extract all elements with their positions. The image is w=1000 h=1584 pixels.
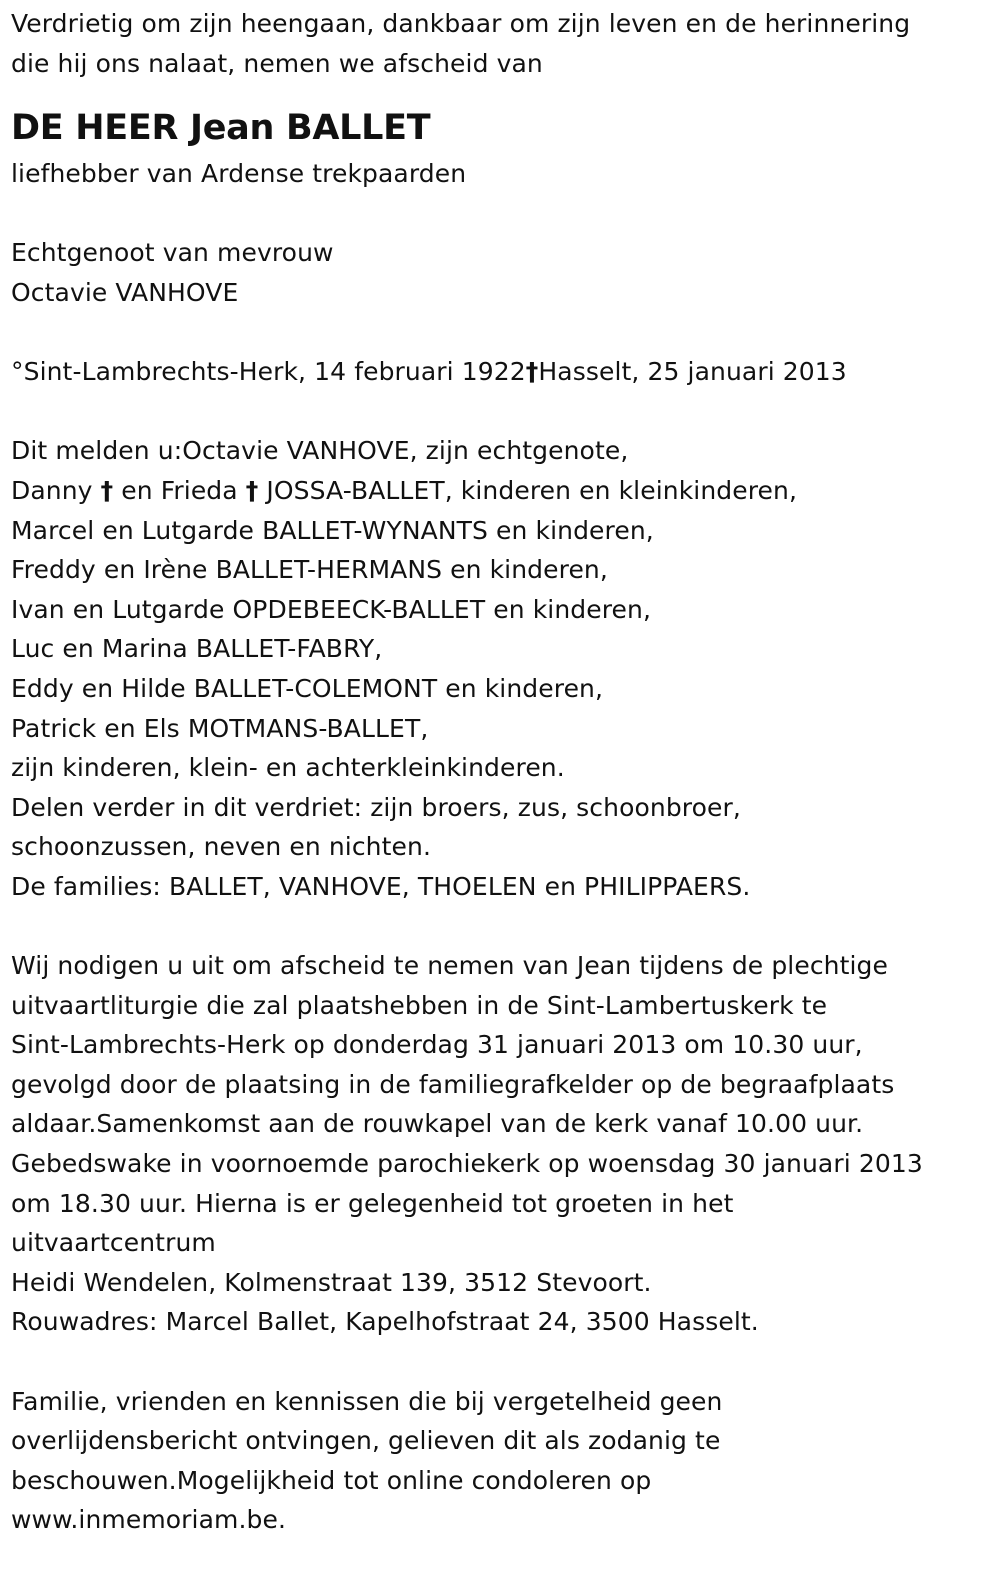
spouse-block [11,233,990,312]
ceremony-line: uitvaartliturgie die zal plaatshebben in de Sint-Lambertuskerk te [11,990,828,1020]
family-line: De families: BALLET, VANHOVE, THOELEN en PHILIPPAERS. [11,871,751,901]
deceased-name: DE HEER Jean BALLET [11,108,431,149]
family-line: Luc en Marina BALLET-FABRY, [11,634,383,664]
ceremony-line: Rouwadres: Marcel Ballet, Kapelhofstraat 24, 3500 Hasselt. [11,1307,759,1337]
intro-line: die hij ons nalaat, nemen we afscheid van [11,48,543,78]
closing-line: Familie, vrienden en kennissen die bij vergetelheid geen [11,1386,723,1416]
intro-text [11,4,990,83]
cross-icon: † [245,475,259,505]
intro-line: Verdrietig om zijn heengaan, dankbaar om zijn leven en de herinnering [11,9,911,38]
family-line: Dit melden u:Octavie VANHOVE, zijn echtgenote, [11,436,629,466]
family-block [11,431,990,906]
closing-line: overlijdensbericht ontvingen, gelieven dit als zodanig te [11,1426,721,1456]
spouse-line: Echtgenoot van mevrouw [11,238,334,268]
spacer [11,313,990,353]
life-dates [11,352,990,392]
spacer [11,392,990,432]
family-text: en Frieda [113,475,246,505]
family-line: Eddy en Hilde BALLET-COLEMONT en kinderen, [11,673,604,703]
ceremony-line: om 18.30 uur. Hierna is er gelegenheid tot groeten in het [11,1188,734,1218]
cross-icon: † [525,357,539,387]
family-text: JOSSA-BALLET, kinderen en kleinkinderen, [258,475,798,505]
spouse-line: Octavie VANHOVE [11,277,239,307]
ceremony-line: aldaar.Samenkomst aan de rouwkapel van de kerk vanaf 10.00 uur. [11,1109,864,1139]
spacer [11,1342,990,1382]
cross-icon: † [100,475,114,505]
ceremony-line: Gebedswake in voornoemde parochiekerk op woensdag 30 januari 2013 [11,1149,923,1179]
spacer [11,194,990,234]
ceremony-line: Heidi Wendelen, Kolmenstraat 139, 3512 Stevoort. [11,1267,652,1297]
family-line: Patrick en Els MOTMANS-BALLET, [11,713,429,743]
spacer [11,906,990,946]
family-line: Ivan en Lutgarde OPDEBEECK-BALLET en kinderen, [11,594,652,624]
family-line: zijn kinderen, klein- en achterkleinkinderen. [11,753,565,783]
deceased-description: liefhebber van Ardense trekpaarden [11,159,467,189]
family-line: Marcel en Lutgarde BALLET-WYNANTS en kinderen, [11,515,654,545]
closing-line: beschouwen.Mogelijkheid tot online condoleren op [11,1465,652,1495]
ceremony-line: gevolgd door de plaatsing in de familiegrafkelder op de begraafplaats [11,1069,895,1099]
closing-block [11,1382,990,1540]
family-line: Freddy en Irène BALLET-HERMANS en kinderen, [11,555,608,585]
ceremony-line: Wij nodigen u uit om afscheid te nemen van Jean tijdens de plechtige [11,951,889,981]
condolence-url: www.inmemoriam.be. [11,1505,287,1535]
birth-date: °Sint-Lambrechts-Herk, 14 februari 1922 [11,357,526,387]
ceremony-line: uitvaartcentrum [11,1228,216,1258]
ceremony-block [11,946,990,1342]
family-line [11,471,990,511]
family-line: Delen verder in dit verdriet: zijn broers, zus, schoonbroer, [11,792,741,822]
death-date: Hasselt, 25 januari 2013 [538,357,847,387]
ceremony-line: Sint-Lambrechts-Herk op donderdag 31 januari 2013 om 10.30 uur, [11,1030,863,1060]
family-text: Danny [11,475,101,505]
family-line: schoonzussen, neven en nichten. [11,832,432,862]
